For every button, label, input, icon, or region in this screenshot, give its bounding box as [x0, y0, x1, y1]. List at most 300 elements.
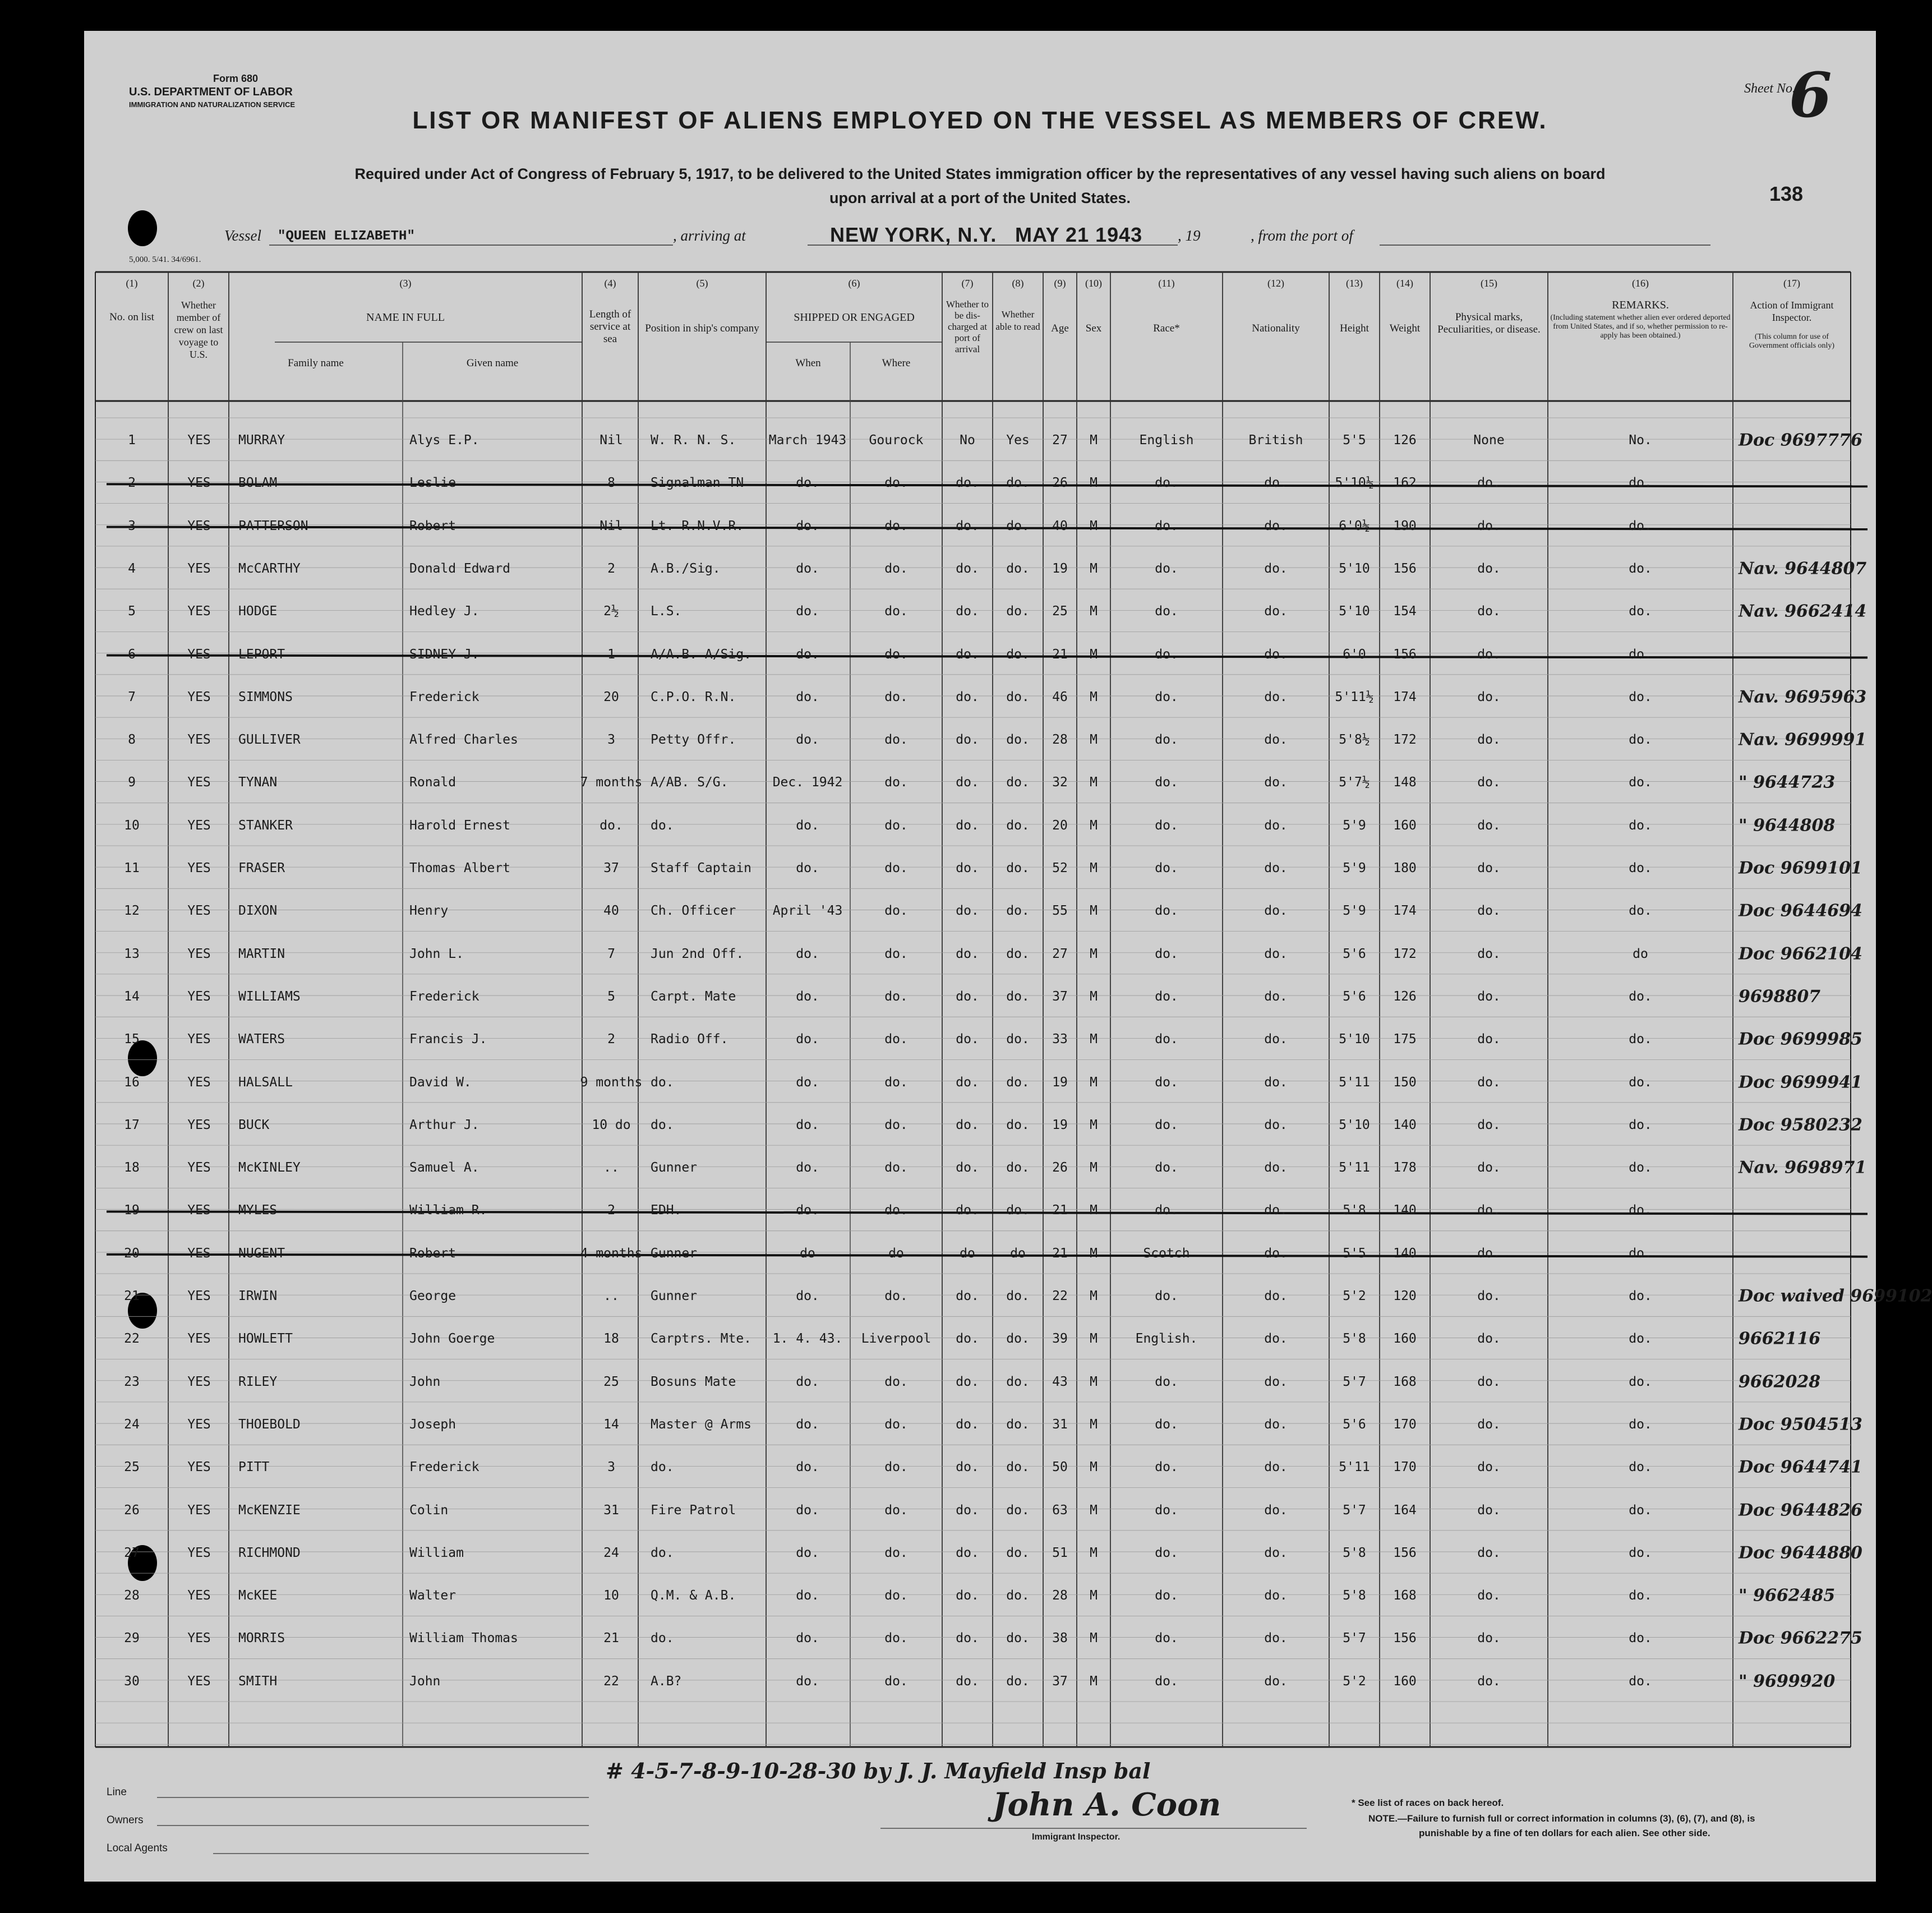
cell-discharged: do.	[956, 1075, 979, 1090]
cell-crew-last-voyage: YES	[187, 1203, 211, 1218]
cell-weight: 150	[1393, 1075, 1417, 1090]
cell-sex: M	[1090, 775, 1098, 790]
cell-nationality: do.	[1264, 689, 1288, 704]
line-label: Line	[107, 1786, 127, 1798]
cell-given-name: Frederick	[409, 689, 479, 704]
cell-given-name: John	[409, 1374, 441, 1389]
cell-row-number: 17	[124, 1117, 140, 1132]
cell-nationality: do.	[1264, 604, 1288, 619]
cell-row-number: 11	[124, 861, 140, 875]
cell-able-to-read: do.	[1006, 647, 1030, 662]
arrival-date: MAY 21 1943	[1015, 223, 1143, 246]
cell-shipped-when: do.	[796, 1631, 819, 1646]
col-header-sex: Sex	[1085, 322, 1102, 334]
page-number: 138	[1769, 182, 1804, 205]
cell-position: Fire Patrol	[651, 1502, 736, 1518]
cell-family-name: MORRIS	[238, 1631, 285, 1646]
cell-discharged: do.	[956, 1117, 979, 1132]
cell-weight: 170	[1393, 1460, 1417, 1475]
col-header-marks: Physical marks, Peculiarities, or disease.	[1437, 311, 1541, 335]
arrival-port: NEW YORK, N.Y.	[830, 223, 997, 246]
cell-sex: M	[1090, 689, 1098, 704]
cell-physical-marks: do.	[1477, 818, 1501, 833]
cell-family-name: GULLIVER	[238, 732, 301, 748]
cell-shipped-where: do.	[884, 904, 908, 919]
cell-weight: 178	[1393, 1160, 1417, 1176]
cell-family-name: BOLAM	[238, 476, 278, 491]
cell-able-to-read: do.	[1006, 1631, 1030, 1646]
cell-height: 5'7	[1343, 1374, 1366, 1389]
col-num-1: (1)	[126, 278, 138, 289]
cell-shipped-when: do.	[796, 1075, 819, 1090]
cell-inspector-action: 9662116	[1739, 1329, 1821, 1349]
cell-shipped-where: do.	[884, 1160, 908, 1176]
cell-discharged: do.	[956, 775, 979, 790]
col-num-12: (12)	[1267, 278, 1284, 289]
cell-length-of-service: 2	[607, 1032, 615, 1047]
year-label: , 19	[1178, 227, 1201, 244]
cell-race: do.	[1155, 1075, 1178, 1090]
cell-shipped-when: do.	[796, 989, 819, 1004]
cell-crew-last-voyage: YES	[187, 1502, 211, 1518]
cell-family-name: FRASER	[238, 861, 285, 875]
cell-height: 5'9	[1343, 861, 1366, 875]
cell-remarks: do	[1633, 946, 1648, 961]
cell-nationality: do.	[1264, 818, 1288, 833]
cell-inspector-action: Nav. 9698971	[1739, 1158, 1867, 1178]
cell-inspector-action: Doc 9662275	[1739, 1628, 1862, 1648]
col-header-shipped: SHIPPED OR ENGAGED	[794, 311, 915, 324]
col-num-14: (14)	[1396, 278, 1413, 289]
cell-position: Signalman TN	[651, 476, 744, 491]
cell-able-to-read: do.	[1006, 732, 1030, 748]
cell-family-name: McKENZIE	[238, 1502, 301, 1518]
cell-shipped-where: Gourock	[869, 433, 924, 448]
cell-race: do.	[1155, 518, 1178, 533]
cell-discharged: do.	[956, 1417, 979, 1432]
cell-crew-last-voyage: YES	[187, 1460, 211, 1475]
cell-shipped-when: Dec. 1942	[772, 775, 843, 790]
cell-weight: 156	[1393, 647, 1417, 662]
cell-given-name: Colin	[409, 1502, 449, 1518]
cell-nationality: British	[1248, 433, 1303, 448]
cell-inspector-action: 9662028	[1739, 1372, 1821, 1392]
cell-shipped-where: do.	[884, 1203, 908, 1218]
cell-given-name: Arthur J.	[409, 1117, 479, 1132]
cell-given-name: Alys E.P.	[409, 433, 479, 448]
col-num-16: (16)	[1632, 278, 1649, 289]
cell-nationality: do.	[1264, 1246, 1288, 1261]
cell-discharged: do.	[956, 818, 979, 833]
cell-inspector-action: Doc 9697776	[1739, 430, 1862, 450]
cell-length-of-service: ..	[603, 1160, 619, 1176]
cell-discharged: do	[960, 1246, 975, 1261]
cell-given-name: William	[409, 1545, 464, 1560]
cell-family-name: MYLES	[238, 1203, 278, 1218]
cell-nationality: do.	[1264, 989, 1288, 1004]
cell-position: L.S.	[651, 604, 682, 619]
cell-height: 5'7	[1343, 1631, 1366, 1646]
cell-given-name: Robert	[409, 518, 457, 533]
cell-shipped-where: do.	[884, 518, 908, 533]
cell-shipped-when: do.	[796, 861, 819, 875]
cell-position: EDH.	[651, 1203, 682, 1218]
cell-shipped-where: do.	[884, 989, 908, 1004]
cell-crew-last-voyage: YES	[187, 946, 211, 961]
cell-sex: M	[1090, 561, 1098, 576]
cell-weight: 156	[1393, 561, 1417, 576]
cell-race: do.	[1155, 775, 1178, 790]
cell-weight: 160	[1393, 1331, 1417, 1347]
cell-sex: M	[1090, 433, 1098, 448]
department-name: U.S. DEPARTMENT OF LABOR	[129, 86, 293, 98]
cell-discharged: do.	[956, 1502, 979, 1518]
cell-position: Q.M. & A.B.	[651, 1588, 736, 1603]
cell-position: Petty Offr.	[651, 732, 736, 748]
cell-physical-marks: do.	[1477, 1545, 1501, 1560]
cell-age: 26	[1052, 1160, 1068, 1176]
cell-height: 5'10	[1339, 561, 1370, 576]
col-header-nationality: Nationality	[1252, 322, 1300, 334]
cell-remarks: do.	[1629, 775, 1652, 790]
cell-shipped-where: do.	[884, 1674, 908, 1689]
cell-able-to-read: do.	[1006, 904, 1030, 919]
cell-shipped-when: do	[800, 1246, 815, 1261]
cell-inspector-action: Nav. 9644807	[1739, 559, 1867, 579]
col-header-discharged: Whether to be dis-charged at port of arrival	[946, 299, 989, 354]
cell-weight: 148	[1393, 775, 1417, 790]
cell-discharged: No	[960, 433, 975, 448]
cell-able-to-read: do.	[1006, 946, 1030, 961]
cell-discharged: do.	[956, 904, 979, 919]
cell-physical-marks: do.	[1477, 861, 1501, 875]
cell-family-name: DIXON	[238, 904, 278, 919]
sheet-label: Sheet No.	[1744, 81, 1796, 96]
cell-remarks: No.	[1629, 433, 1652, 448]
cell-race: do.	[1155, 604, 1178, 619]
cell-row-number: 18	[124, 1160, 140, 1176]
cell-height: 5'8	[1343, 1588, 1366, 1603]
cell-age: 31	[1052, 1417, 1068, 1432]
cell-weight: 126	[1393, 433, 1417, 448]
cell-length-of-service: 24	[603, 1545, 619, 1560]
cell-nationality: do.	[1264, 946, 1288, 961]
cell-sex: M	[1090, 1160, 1098, 1176]
cell-family-name: MARTIN	[238, 946, 285, 961]
cell-inspector-action: Doc 9644826	[1739, 1500, 1862, 1520]
cell-given-name: SIDNEY J.	[409, 647, 479, 662]
cell-weight: 140	[1393, 1203, 1417, 1218]
cell-shipped-where: do.	[884, 604, 908, 619]
col-num-2: (2)	[192, 278, 205, 289]
cell-given-name: Harold Ernest	[409, 818, 511, 833]
cell-length-of-service: 7 months	[580, 775, 643, 790]
cell-race: do.	[1155, 1545, 1178, 1560]
cell-able-to-read: do.	[1006, 989, 1030, 1004]
cell-crew-last-voyage: YES	[187, 1674, 211, 1689]
cell-inspector-action: Doc 9662104	[1739, 944, 1862, 964]
cell-age: 26	[1052, 476, 1068, 491]
cell-race: do.	[1155, 647, 1178, 662]
cell-race: do.	[1155, 561, 1178, 576]
cell-shipped-when: do.	[796, 1203, 819, 1218]
cell-height: 5'10	[1339, 1032, 1370, 1047]
cell-discharged: do.	[956, 861, 979, 875]
cell-nationality: do.	[1264, 904, 1288, 919]
cell-length-of-service: 20	[603, 689, 619, 704]
cell-race: do.	[1155, 989, 1178, 1004]
cell-height: 5'9	[1343, 904, 1366, 919]
cell-inspector-action: " 9644723	[1739, 772, 1836, 792]
cell-sex: M	[1090, 818, 1098, 833]
cell-crew-last-voyage: YES	[187, 1631, 211, 1646]
col-header-weight: Weight	[1389, 322, 1421, 334]
cell-row-number: 27	[124, 1545, 140, 1560]
cell-discharged: do.	[956, 604, 979, 619]
cell-sex: M	[1090, 989, 1098, 1004]
cell-weight: 154	[1393, 604, 1417, 619]
cell-physical-marks: do.	[1477, 775, 1501, 790]
cell-length-of-service: 10 do	[592, 1117, 631, 1132]
cell-row-number: 9	[128, 775, 136, 790]
cell-length-of-service: 31	[603, 1502, 619, 1518]
cell-sex: M	[1090, 1588, 1098, 1603]
cell-physical-marks: do.	[1477, 604, 1501, 619]
cell-weight: 174	[1393, 689, 1417, 704]
cell-height: 5'6	[1343, 989, 1366, 1004]
cell-given-name: William R.	[409, 1203, 487, 1218]
cell-given-name: Leslie	[409, 476, 457, 491]
cell-inspector-action: Nav. 9662414	[1739, 601, 1867, 621]
cell-shipped-where: do.	[884, 1631, 908, 1646]
cell-height: 5'5	[1343, 1246, 1366, 1261]
cell-given-name: Donald Edward	[409, 561, 511, 576]
cell-family-name: TYNAN	[238, 775, 278, 790]
cell-sex: M	[1090, 1502, 1098, 1518]
cell-height: 5'8	[1343, 1545, 1366, 1560]
cell-able-to-read: do.	[1006, 861, 1030, 875]
cell-nationality: do.	[1264, 732, 1288, 748]
cell-position: A.B?	[651, 1674, 682, 1689]
cell-sex: M	[1090, 1289, 1098, 1303]
cell-shipped-where: do.	[884, 1374, 908, 1389]
cell-length-of-service: 1	[607, 647, 615, 662]
col-num-10: (10)	[1085, 278, 1102, 289]
cell-sex: M	[1090, 1117, 1098, 1132]
cell-weight: 156	[1393, 1545, 1417, 1560]
col-header-remarks-note: (Including statement whether alien ever ordered deported from United States, and if so, whether permission to re-apply has been obtained.)	[1550, 314, 1731, 340]
cell-given-name: Walter	[409, 1588, 457, 1603]
cell-length-of-service: ..	[603, 1289, 619, 1303]
cell-length-of-service: 21	[603, 1631, 619, 1646]
cell-physical-marks: do.	[1477, 1502, 1501, 1518]
cell-position: Master @ Arms	[651, 1417, 752, 1432]
cell-inspector-action: Nav. 9695963	[1739, 687, 1867, 707]
col-num-4: (4)	[604, 278, 616, 289]
cell-length-of-service: 3	[607, 732, 615, 748]
cell-able-to-read: do.	[1006, 604, 1030, 619]
cell-height: 6'0	[1343, 647, 1366, 662]
cell-height: 5'11½	[1335, 689, 1374, 704]
local-agents-label: Local Agents	[107, 1842, 168, 1854]
cell-age: 38	[1052, 1631, 1068, 1646]
cell-family-name: BUCK	[238, 1117, 270, 1132]
cell-family-name: WATERS	[238, 1032, 285, 1047]
cell-able-to-read: do.	[1006, 1289, 1030, 1303]
cell-race: do.	[1155, 1588, 1178, 1603]
cell-age: 46	[1052, 689, 1068, 704]
cell-physical-marks: do.	[1477, 1331, 1501, 1347]
cell-race: do.	[1155, 689, 1178, 704]
col-header-service: Length of service at sea	[589, 308, 631, 345]
cell-able-to-read: do.	[1006, 1417, 1030, 1432]
cell-able-to-read: do.	[1006, 1545, 1030, 1560]
cell-family-name: LEPORT	[238, 647, 285, 662]
cell-remarks: do.	[1629, 904, 1652, 919]
cell-shipped-where: do.	[884, 946, 908, 961]
cell-age: 52	[1052, 861, 1068, 875]
cell-height: 5'10	[1339, 604, 1370, 619]
cell-weight: 164	[1393, 1502, 1417, 1518]
strike-through-line	[107, 1211, 1868, 1214]
cell-row-number: 23	[124, 1374, 140, 1389]
cell-length-of-service: 3	[607, 1460, 615, 1475]
cell-sex: M	[1090, 1545, 1098, 1560]
cell-able-to-read: do.	[1006, 1460, 1030, 1475]
cell-age: 33	[1052, 1032, 1068, 1047]
cell-row-number: 8	[128, 732, 136, 748]
cell-sex: M	[1090, 1374, 1098, 1389]
cell-sex: M	[1090, 518, 1098, 533]
cell-race: do.	[1155, 1117, 1178, 1132]
cell-remarks: do.	[1629, 818, 1652, 833]
cell-remarks: do.	[1629, 1032, 1652, 1047]
cell-crew-last-voyage: YES	[187, 904, 211, 919]
cell-physical-marks: do.	[1477, 1289, 1501, 1303]
cell-inspector-action: Doc 9580232	[1739, 1115, 1862, 1135]
cell-family-name: SIMMONS	[238, 689, 293, 704]
cell-sex: M	[1090, 1075, 1098, 1090]
cell-sex: M	[1090, 732, 1098, 748]
cell-age: 28	[1052, 732, 1068, 748]
cell-shipped-when: do.	[796, 476, 819, 491]
cell-race: do.	[1155, 732, 1178, 748]
service-name: IMMIGRATION AND NATURALIZATION SERVICE	[129, 100, 296, 109]
cell-remarks: do.	[1629, 1674, 1652, 1689]
cell-inspector-action: Doc 9644880	[1739, 1543, 1862, 1563]
cell-given-name: Ronald	[409, 775, 457, 790]
cell-weight: 126	[1393, 989, 1417, 1004]
owners-label: Owners	[107, 1814, 144, 1826]
cell-nationality: do.	[1264, 775, 1288, 790]
cell-inspector-action: Doc 9699985	[1739, 1029, 1862, 1049]
cell-physical-marks: None	[1473, 433, 1505, 448]
cell-race: do.	[1155, 1289, 1178, 1303]
cell-shipped-when: do.	[796, 1502, 819, 1518]
col-header-age: Age	[1051, 322, 1069, 334]
cell-nationality: do.	[1264, 647, 1288, 662]
cell-crew-last-voyage: YES	[187, 775, 211, 790]
manifest-sheet	[84, 31, 1932, 1882]
cell-nationality: do.	[1264, 518, 1288, 533]
fine-note-line-1: NOTE.—Failure to furnish full or correct information in columns (3), (6), (7), and (8), is	[1368, 1813, 1755, 1824]
fine-note-line-2: punishable by a fine of ten dollars for each alien. See other side.	[1419, 1828, 1710, 1838]
cell-height: 5'6	[1343, 1417, 1366, 1432]
cell-discharged: do.	[956, 1631, 979, 1646]
cell-weight: 120	[1393, 1289, 1417, 1303]
cell-family-name: STANKER	[238, 818, 293, 833]
cell-inspector-action: Doc 9644694	[1739, 901, 1862, 921]
cell-given-name: John	[409, 1674, 441, 1689]
cell-given-name: Hedley J.	[409, 604, 479, 619]
cell-crew-last-voyage: YES	[187, 1331, 211, 1347]
cell-shipped-when: do.	[796, 647, 819, 662]
cell-row-number: 20	[124, 1246, 140, 1261]
cell-physical-marks: do.	[1477, 1460, 1501, 1475]
cell-position: W. R. N. S.	[651, 433, 736, 448]
cell-nationality: do.	[1264, 1289, 1288, 1303]
cell-nationality: do.	[1264, 1117, 1288, 1132]
cell-position: A/A.B. A/Sig.	[651, 647, 752, 662]
cell-position: C.P.O. R.N.	[651, 689, 736, 704]
cell-given-name: Alfred Charles	[409, 732, 518, 748]
cell-physical-marks: do.	[1477, 1075, 1501, 1090]
cell-length-of-service: 22	[603, 1674, 619, 1689]
cell-shipped-when: 1. 4. 43.	[772, 1331, 843, 1347]
cell-row-number: 2	[128, 476, 136, 491]
cell-sex: M	[1090, 1032, 1098, 1047]
cell-able-to-read: do.	[1006, 1588, 1030, 1603]
cell-weight: 168	[1393, 1588, 1417, 1603]
cell-race: do.	[1155, 904, 1178, 919]
cell-age: 21	[1052, 647, 1068, 662]
cell-height: 5'6	[1343, 946, 1366, 961]
inspector-signature: John A. Coon	[993, 1786, 1221, 1823]
cell-sex: M	[1090, 1417, 1098, 1432]
col-num-15: (15)	[1481, 278, 1497, 289]
cell-row-number: 25	[124, 1460, 140, 1475]
cell-row-number: 21	[124, 1289, 140, 1303]
cell-family-name: McKEE	[238, 1588, 278, 1603]
cell-race: do.	[1155, 861, 1178, 875]
cell-nationality: do.	[1264, 476, 1288, 491]
cell-remarks: do.	[1629, 1331, 1652, 1347]
cell-given-name: David W.	[409, 1075, 472, 1090]
cell-age: 32	[1052, 775, 1068, 790]
cell-discharged: do.	[956, 1160, 979, 1176]
cell-discharged: do.	[956, 946, 979, 961]
cell-physical-marks: do.	[1477, 1588, 1501, 1603]
col-header-position: Position in ship's company	[645, 322, 759, 334]
cell-height: 5'10	[1339, 1117, 1370, 1132]
cell-shipped-where: do.	[884, 1545, 908, 1560]
cell-race: do.	[1155, 946, 1178, 961]
cell-remarks: do.	[1629, 861, 1652, 875]
print-code: 5,000. 5/41. 34/6961.	[129, 255, 201, 264]
cell-length-of-service: 14	[603, 1417, 619, 1432]
cell-shipped-when: do.	[796, 1417, 819, 1432]
cell-physical-marks: do.	[1477, 647, 1501, 662]
cell-shipped-where: do.	[884, 1117, 908, 1132]
cell-remarks: do.	[1629, 1075, 1652, 1090]
cell-discharged: do.	[956, 732, 979, 748]
cell-inspector-action: Doc 9699101	[1739, 858, 1862, 878]
cell-family-name: HOWLETT	[238, 1331, 293, 1347]
cell-sex: M	[1090, 904, 1098, 919]
cell-shipped-where: do.	[884, 1588, 908, 1603]
cell-sex: M	[1090, 1674, 1098, 1689]
cell-physical-marks: do.	[1477, 732, 1501, 748]
